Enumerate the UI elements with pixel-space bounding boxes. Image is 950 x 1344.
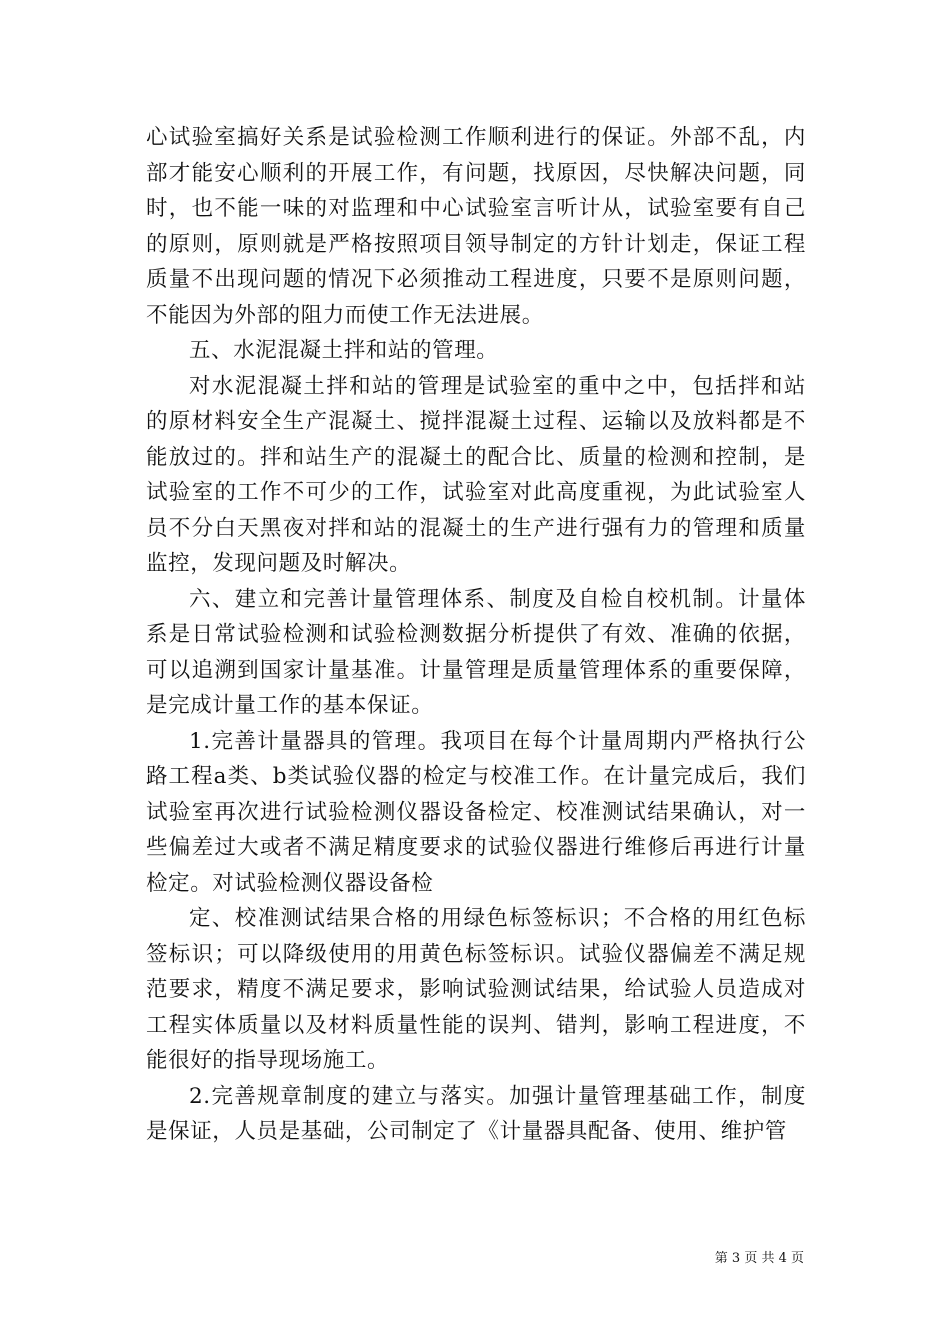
paragraph-7-item-2: 2.完善规章制度的建立与落实。加强计量管理基础工作，制度是保证，人员是基础，公司制定了《计量器具配备、使用、维护管 xyxy=(146,1083,806,1144)
paragraph-2-heading-five: 五、水泥混凝土拌和站的管理。 xyxy=(189,338,499,363)
page-number-footer: 第 3 页 共 4 页 xyxy=(714,1251,804,1266)
paragraph-4-heading-six: 六、建立和完善计量管理体系、制度及自检自校机制。计量体系是日常试验检测和试验检测数据分析提供了有效、准确的依据，可以追溯到国家计量基准。计量管理是质量管理体系的重要保障，是完成计量工作的基本保证。 xyxy=(146,586,806,718)
paragraph-3: 对水泥混凝土拌和站的管理是试验室的重中之中，包括拌和站的原材料安全生产混凝土、搅拌混凝土过程、运输以及放料都是不能放过的。拌和站生产的混凝土的配合比、质量的检测和控制，是试验室的工作不可少的工作，试验室对此高度重视，为此试验室人员不分白天黑夜对拌和站的混凝土的生产进行强有力的管理和质量监控，发现问题及时解决。 xyxy=(146,373,806,576)
document-body xyxy=(146,120,806,1150)
paragraph-5-item-1: 1.完善计量器具的管理。我项目在每个计量周期内严格执行公路工程a类、b类试验仪器的检定与校准工作。在计量完成后，我们试验室再次进行试验检测仪器设备检定、校准测试结果确认，对一些偏差过大或者不满足精度要求的试验仪器进行维修后再进行计量检定。对试验检测仪器设备检 xyxy=(146,728,806,896)
paragraph-1: 心试验室搞好关系是试验检测工作顺利进行的保证。外部不乱，内部才能安心顺利的开展工作，有问题，找原因，尽快解决问题，同时，也不能一味的对监理和中心试验室言听计从，试验室要有自己的原则，原则就是严格按照项目领导制定的方针计划走，保证工程质量不出现问题的情况下必须推动工程进度，只要不是原则问题，不能因为外部的阻力而使工作无法进展。 xyxy=(146,125,806,328)
paragraph-6: 定、校准测试结果合格的用绿色标签标识；不合格的用红色标签标识；可以降级使用的用黄色标签标识。试验仪器偏差不满足规范要求，精度不满足要求，影响试验测试结果，给试验人员造成对工程实体质量以及材料质量性能的误判、错判，影响工程进度，不能很好的指导现场施工。 xyxy=(146,906,806,1073)
